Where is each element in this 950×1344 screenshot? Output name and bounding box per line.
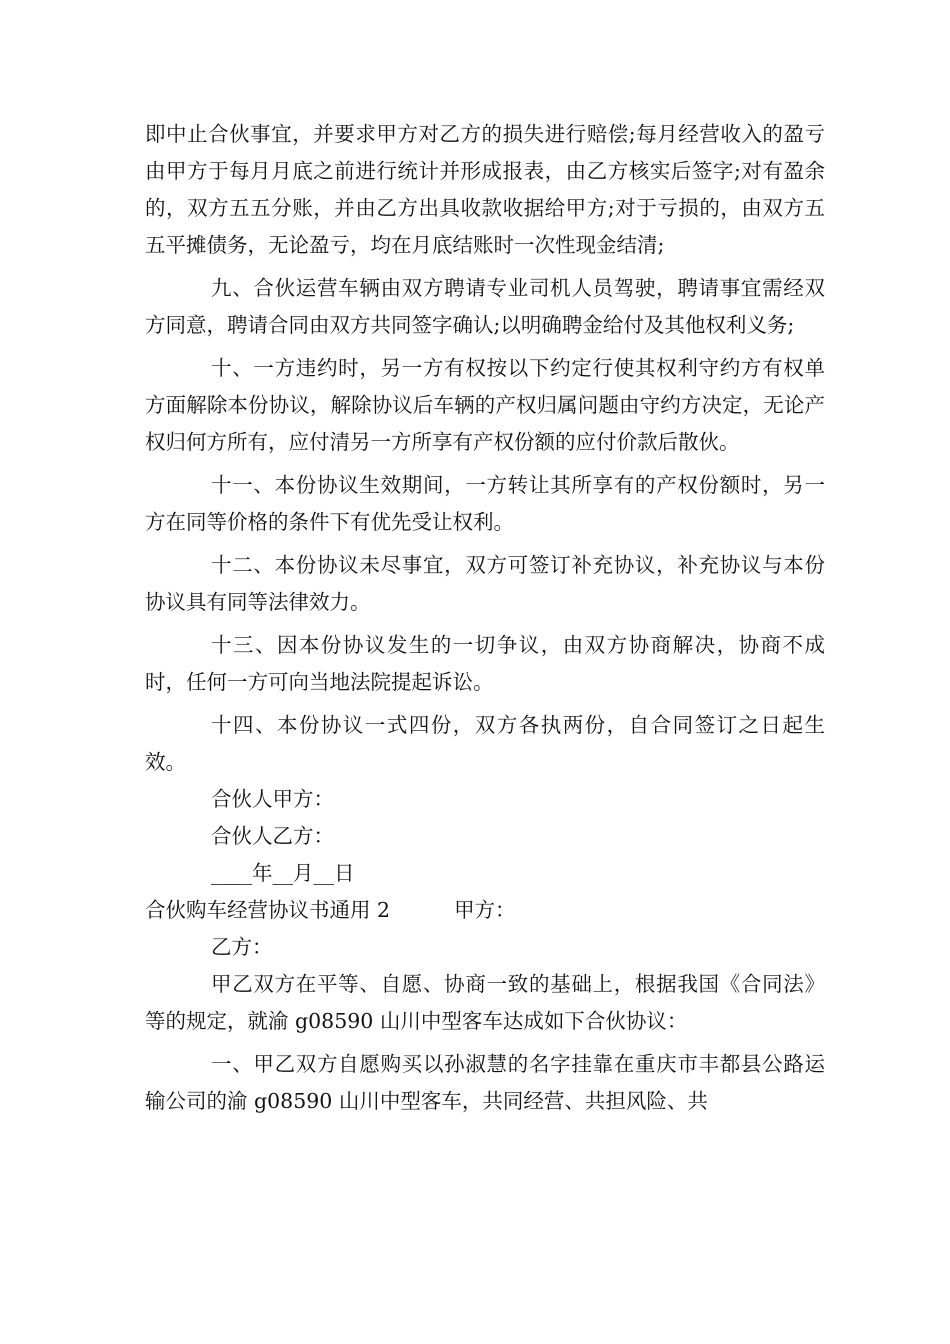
section-title: 合伙购车经营协议书通用 2: [145, 898, 391, 922]
clause-9: 九、合伙运营车辆由双方聘请专业司机人员驾驶，聘请事宜需经双方同意，聘请合同由双方共同签字确认;以明确聘金给付及其他权利义务;: [145, 276, 825, 337]
clause-10: 十、一方违约时，另一方有权按以下约定行使其权利守约方有权单方面解除本份协议，解除协议后车辆的产权归属问题由守约方决定，无论产权归何方所有，应付清另一方所享有产权份额的应付价款后散伙。: [145, 356, 825, 454]
preamble: 甲乙双方在平等、自愿、协商一致的基础上，根据我国《合同法》等的规定，就渝 g08590 山川中型客车达成如下合伙协议：: [145, 972, 825, 1033]
clause-11: 十一、本份协议生效期间，一方转让其所享有的产权份额时，另一方在同等价格的条件下有优先受让权利。: [145, 473, 825, 534]
party-a-label: 甲方：: [454, 898, 516, 922]
date-line: ____年__月__日: [211, 861, 355, 885]
clause-14: 十四、本份协议一式四份，双方各执两份，自合同签订之日起生效。: [145, 713, 825, 774]
clause-1: 一、甲乙双方自愿购买以孙淑慧的名字挂靠在重庆市丰都县公路运输公司的渝 g08590 山川中型客车，共同经营、共担风险、共: [145, 1052, 825, 1113]
party-b-label: 乙方：: [211, 935, 273, 959]
clause-12: 十二、本份协议未尽事宜，双方可签订补充协议，补充协议与本份协议具有同等法律效力。: [145, 553, 825, 614]
document-page: [145, 116, 825, 1126]
paragraph-continuation: 即中止合伙事宜，并要求甲方对乙方的损失进行赔偿;每月经营收入的盈亏由甲方于每月月底之前进行统计并形成报表，由乙方核实后签字;对有盈余的，双方五五分账，并由乙方出具收款收据给甲方;对于亏损的，由双方五五平摊债务，无论盈亏，均在月底结账时一次性现金结清;: [145, 122, 825, 257]
party-b-signature: 合伙人乙方：: [211, 824, 334, 848]
clause-13: 十三、因本份协议发生的一切争议，由双方协商解决，协商不成时，任何一方可向当地法院提起诉讼。: [145, 633, 825, 694]
party-a-signature: 合伙人甲方：: [211, 787, 334, 811]
section-heading-line: [145, 892, 825, 929]
